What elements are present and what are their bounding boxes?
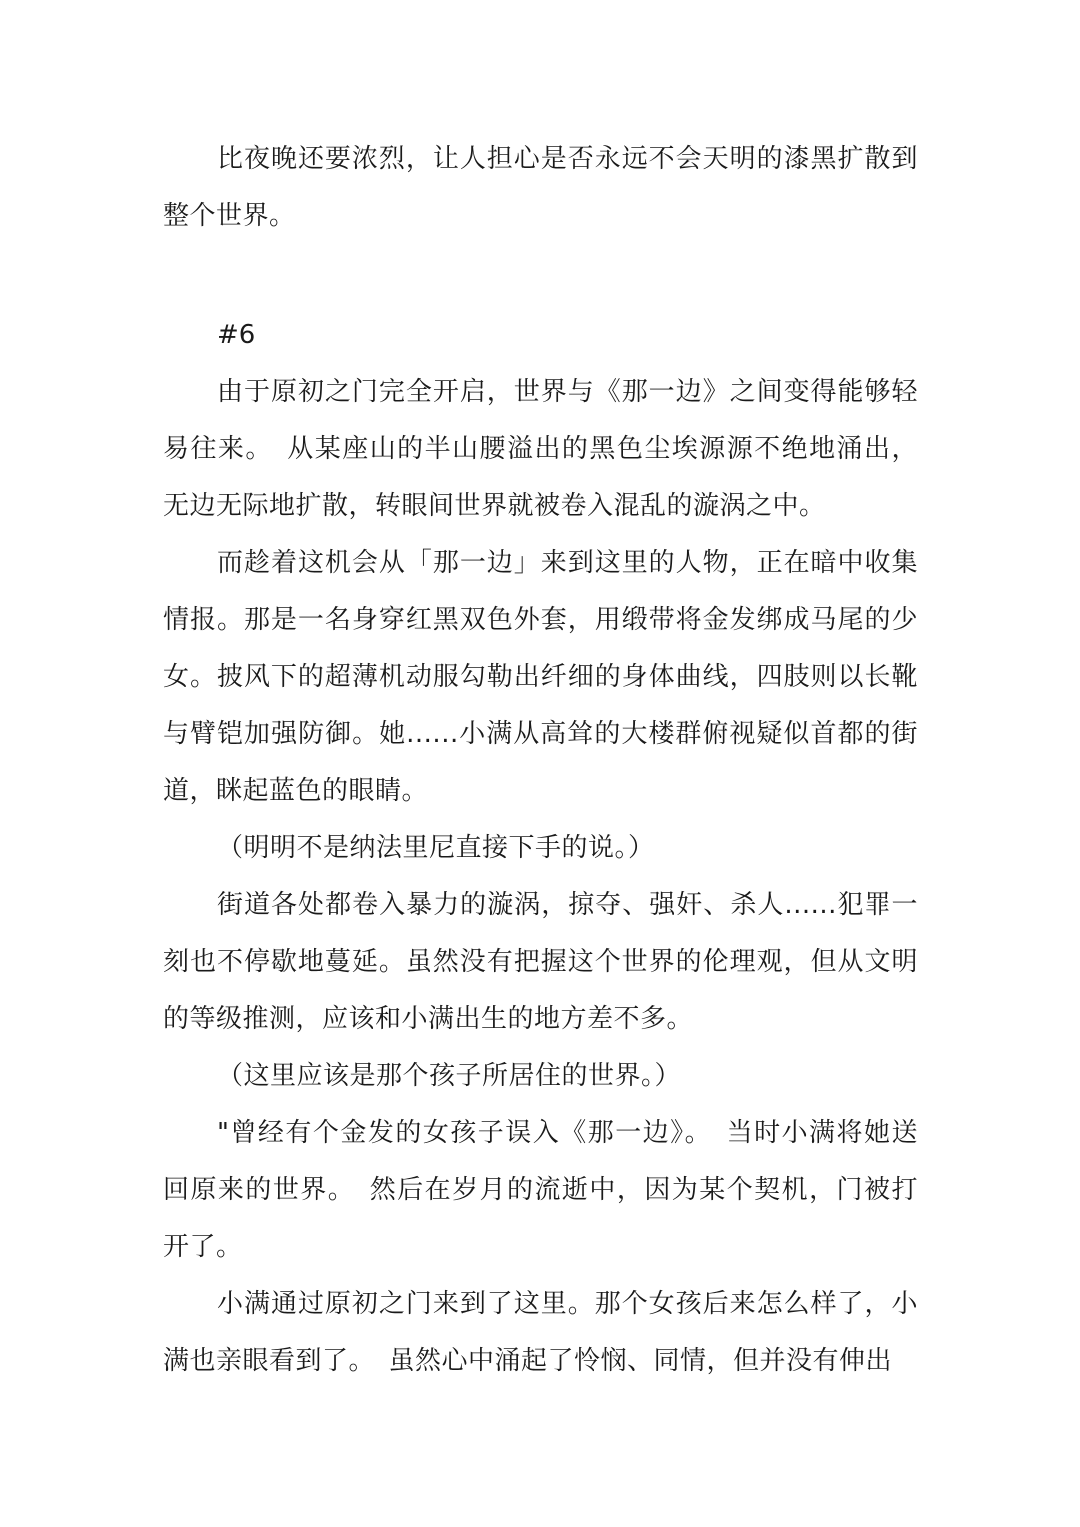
section-heading: #6 <box>217 320 256 350</box>
paragraph: "曾经有个金发的女孩子误入《那一边》。 当时小满将她送回原来的世界。 然后在岁月的流逝中，因为某个契机，门被打开了。 <box>163 1118 918 1262</box>
paragraph-thought: （明明不是纳法里尼直接下手的说。） <box>217 833 655 863</box>
text-column <box>163 131 918 1390</box>
section-break <box>163 245 918 307</box>
paragraph-opening: 比夜晚还要浓烈，让人担心是否永远不会天明的漆黑扩散到整个世界。 <box>163 144 918 231</box>
paragraph: 小满通过原初之门来到了这里。那个女孩后来怎么样了，小满也亲眼看到了。 虽然心中涌起了怜悯、同情，但并没有伸出 <box>163 1289 918 1376</box>
paragraph: 由于原初之门完全开启，世界与《那一边》之间变得能够轻易往来。 从某座山的半山腰溢出的黑色尘埃源源不绝地涌出，无边无际地扩散，转眼间世界就被卷入混乱的漩涡之中。 <box>163 377 918 521</box>
paragraph: 而趁着这机会从「那一边」来到这里的人物，正在暗中收集情报。那是一名身穿红黑双色外套，用缎带将金发绑成马尾的少女。披风下的超薄机动服勾勒出纤细的身体曲线，四肢则以长靴与臂铠加强防御。她......小满从高耸的大楼群俯视疑似首都的街道，眯起蓝色的眼睛。 <box>163 548 918 806</box>
paragraph: 街道各处都卷入暴力的漩涡，掠夺、强奸、杀人......犯罪一刻也不停歇地蔓延。虽然没有把握这个世界的伦理观，但从文明的等级推测，应该和小满出生的地方差不多。 <box>163 890 918 1034</box>
paragraph-thought: （这里应该是那个孩子所居住的世界。） <box>217 1061 682 1091</box>
